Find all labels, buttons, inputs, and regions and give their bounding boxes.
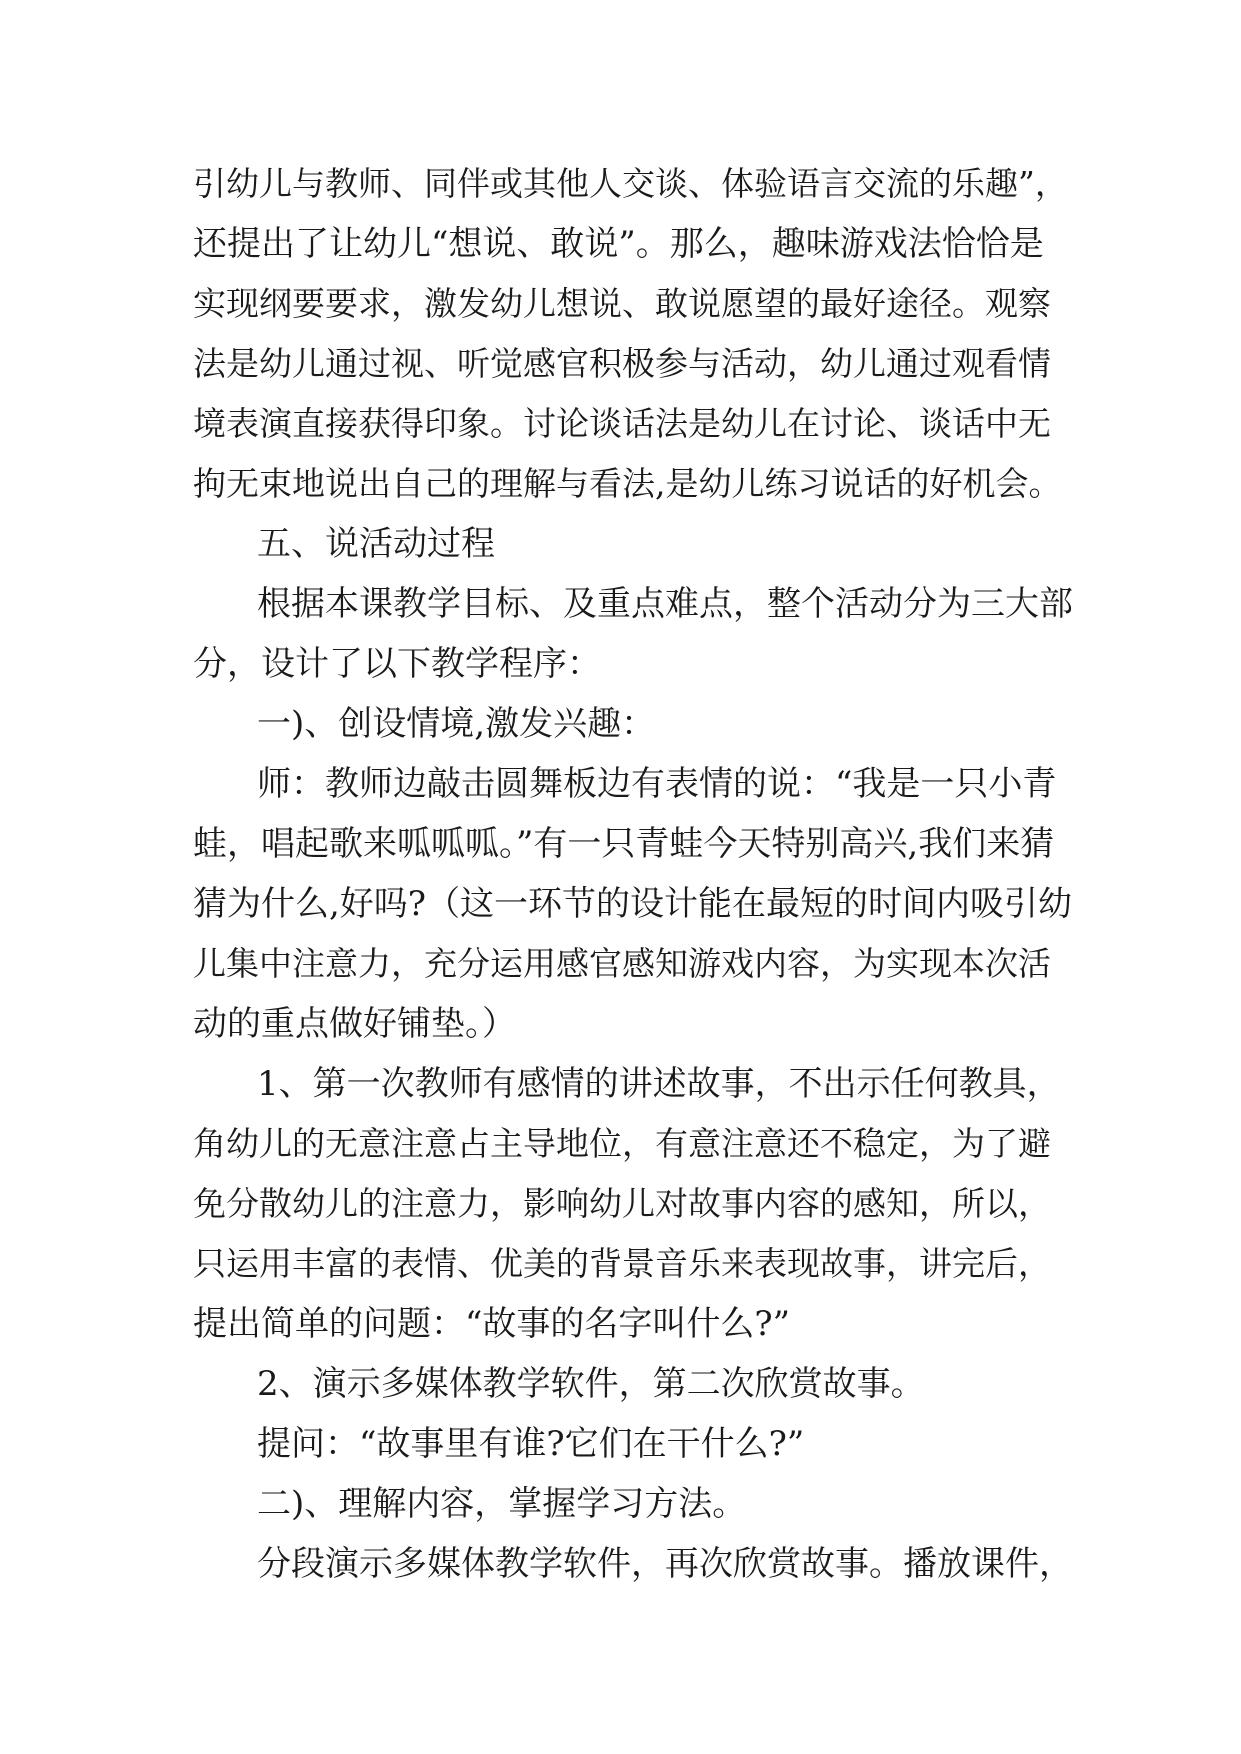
text-line: 分段演示多媒体教学软件，再次欣赏故事。播放课件， xyxy=(257,1544,1073,1584)
text-line: 实现纲要要求，激发幼儿想说、敢说愿望的最好途径。观察 xyxy=(193,284,1051,323)
text-line: 还提出了让幼儿“想说、敢说”。那么，趣味游戏法恰恰是 xyxy=(193,224,1044,264)
text-line: 动的重点做好铺垫。） xyxy=(193,1004,516,1044)
text-line: 拘无束地说出自己的理解与看法,是幼儿练习说话的好机会。 xyxy=(193,464,1062,503)
subsection-heading: 二)、理解内容，掌握学习方法。 xyxy=(257,1484,747,1524)
text-line: 角幼儿的无意注意占主导地位，有意注意还不稳定，为了避 xyxy=(193,1124,1051,1163)
text-line: 蛙，唱起歌来呱呱呱。”有一只青蛙今天特别高兴,我们来猜 xyxy=(193,824,1055,864)
text-line: 1、第一次教师有感情的讲述故事，不出示任何教具， xyxy=(257,1064,1061,1104)
text-line: 提出简单的问题：“故事的名字叫什么?” xyxy=(193,1304,790,1344)
text-line: 引幼儿与教师、同伴或其他人交谈、体验语言交流的乐趣”， xyxy=(193,164,1068,203)
subsection-heading: 一)、创设情境,激发兴趣： xyxy=(257,704,656,744)
text-line: 法是幼儿通过视、听觉感官积极参与活动，幼儿通过观看情 xyxy=(193,344,1051,383)
section-heading: 五、说活动过程 xyxy=(257,524,495,564)
text-line: 只运用丰富的表情、优美的背景音乐来表现故事，讲完后， xyxy=(193,1244,1051,1283)
text-line: 提问：“故事里有谁?它们在干什么?” xyxy=(257,1424,805,1464)
text-line: 师：教师边敲击圆舞板边有表情的说：“我是一只小青 xyxy=(257,764,1057,804)
text-line: 2、演示多媒体教学软件，第二次欣赏故事。 xyxy=(257,1364,925,1404)
text-line: 儿集中注意力，充分运用感官感知游戏内容，为实现本次活 xyxy=(193,944,1051,983)
text-line: 猜为什么,好吗?（这一环节的设计能在最短的时间内吸引幼 xyxy=(193,884,1073,924)
text-line: 根据本课教学目标、及重点难点，整个活动分为三大部 xyxy=(257,584,1073,624)
text-line: 境表演直接获得印象。讨论谈话法是幼儿在讨论、谈话中无 xyxy=(193,404,1051,443)
text-line: 分，设计了以下教学程序： xyxy=(193,644,601,684)
text-line: 免分散幼儿的注意力，影响幼儿对故事内容的感知，所以， xyxy=(193,1184,1051,1223)
